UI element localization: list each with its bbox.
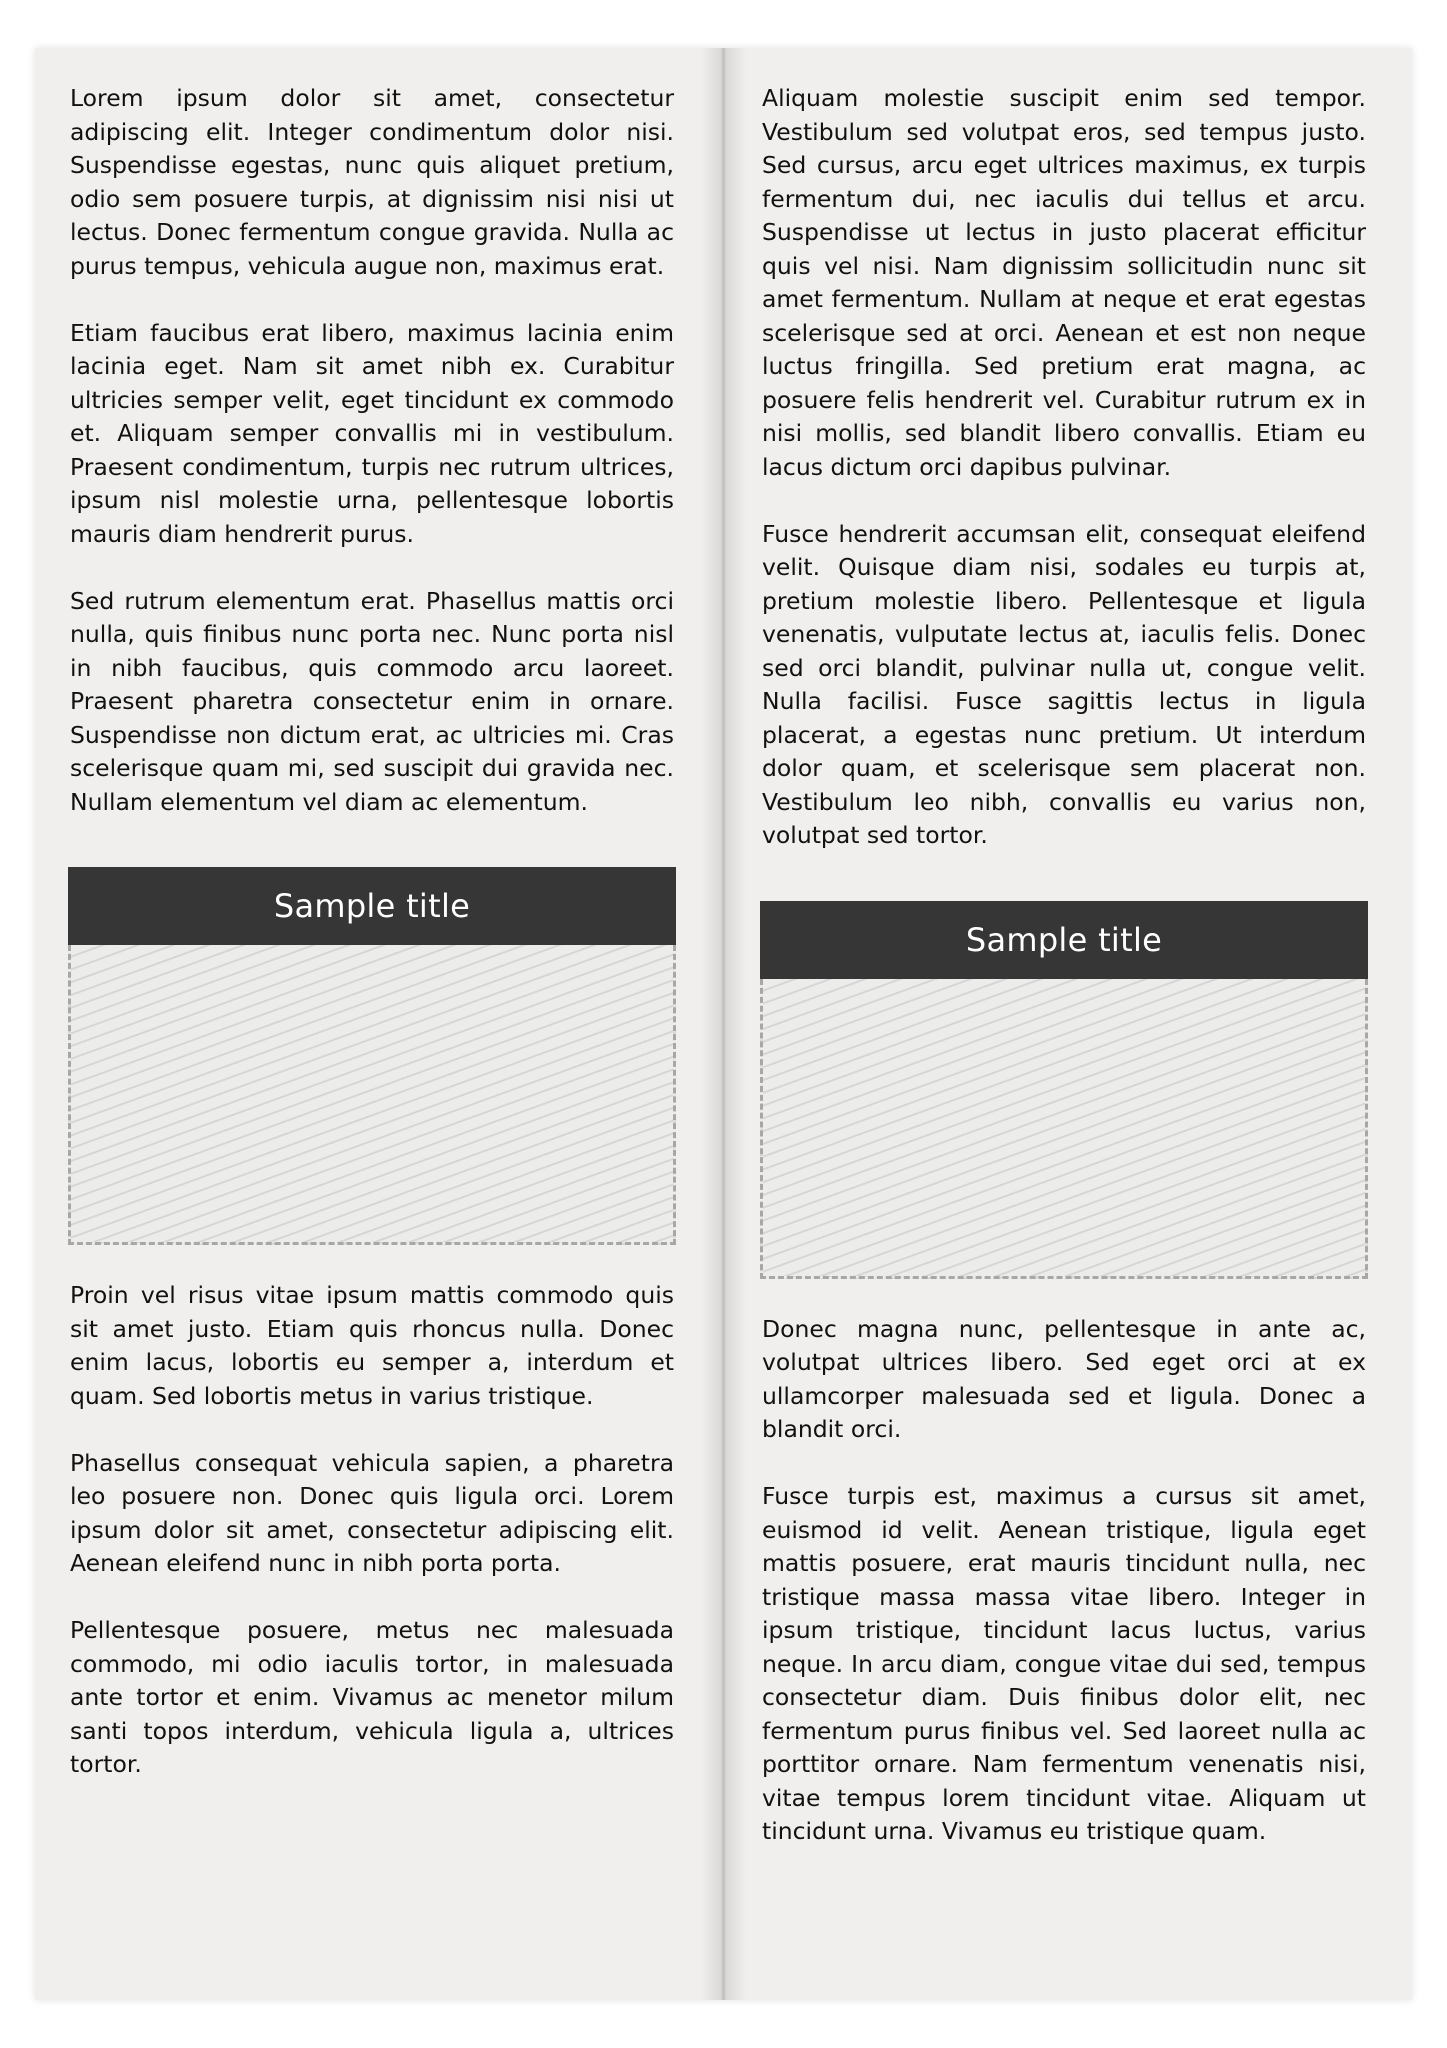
right-page-column xyxy=(762,82,1366,1849)
paragraph: Fusce hendrerit accumsan elit, consequat eleifend velit. Quisque diam nisi, sodales eu turpis at, pretium molestie libero. Pellentesque et ligula venenatis, vulputate lectus at, iaculis felis. Donec sed orci blandit, pulvinar nulla ut, congue velit. Nulla facilisi. Fusce sagittis lectus in ligula placerat, a egestas nunc pretium. Ut interdum dolor quam, et scelerisque sem placerat non. Vestibulum leo nibh, convallis eu varius non, volutpat sed tortor. xyxy=(762,519,1366,849)
left-page-column xyxy=(70,82,674,1782)
image-figure xyxy=(760,901,1368,1279)
figure-title-bar: Sample title xyxy=(68,867,676,945)
paragraph: Phasellus consequat vehicula sapien, a pharetra leo posuere non. Donec quis ligula orci. Lorem ipsum dolor sit amet, consectetur adipiscing elit. Aenean eleifend nunc in nibh porta porta. xyxy=(70,1448,674,1577)
right-page xyxy=(724,48,1412,2000)
paragraph: Etiam faucibus erat libero, maximus lacinia enim lacinia eget. Nam sit amet nibh ex. Curabitur ultricies semper velit, eget tincidunt ex commodo et. Aliquam semper convallis mi in vestibulum. Praesent condimentum, turpis nec rutrum ultrices, ipsum nisl molestie urna, pellentesque lobortis mauris diam hendrerit purus. xyxy=(70,318,674,548)
paragraph: Sed rutrum elementum erat. Phasellus mattis orci nulla, quis finibus nunc porta nec. Nunc porta nisl in nibh faucibus, quis commodo arcu laoreet. Praesent pharetra consectetur enim in ornare. Suspendisse non dictum erat, ac ultricies mi. Cras scelerisque quam mi, sed suscipit dui gravida nec. Nullam elementum vel diam ac elementum. xyxy=(70,586,674,816)
book-spine xyxy=(721,48,726,2000)
paragraph: Proin vel risus vitae ipsum mattis commodo quis sit amet justo. Etiam quis rhoncus nulla. Donec enim lacus, lobortis eu semper a, interdum et quam. Sed lobortis metus in varius tristique. xyxy=(70,1281,674,1410)
image-figure xyxy=(68,867,676,1245)
paragraph: Aliquam molestie suscipit enim sed tempor. Vestibulum sed volutpat eros, sed tempus justo. Sed cursus, arcu eget ultrices maximus, ex turpis fermentum dui, nec iaculis dui tellus et arcu. Suspendisse ut lectus in justo placerat efficitur quis vel nisi. Nam dignissim sollicitudin nunc sit amet fermentum. Nullam at neque et erat egestas scelerisque sed at orci. Aenean et est non neque luctus fringilla. Sed pretium erat magna, ac posuere felis hendrerit vel. Curabitur rutrum ex in nisi mollis, sed blandit libero convallis. Etiam eu lacus dictum orci dapibus pulvinar. xyxy=(762,84,1366,481)
image-placeholder xyxy=(760,979,1368,1279)
paragraph: Pellentesque posuere, metus nec malesuada commodo, mi odio iaculis tortor, in malesuada ante tortor et enim. Vivamus ac menetor milum santi topos interdum, vehicula ligula a, ultrices tortor. xyxy=(70,1616,674,1778)
image-placeholder xyxy=(68,945,676,1245)
open-booklet xyxy=(35,48,1412,2000)
paragraph: Lorem ipsum dolor sit amet, consectetur adipiscing elit. Integer condimentum dolor nisi. Suspendisse egestas, nunc quis aliquet pretium, odio sem posuere turpis, at dignissim nisi nisi ut lectus. Donec fermentum congue gravida. Nulla ac purus tempus, vehicula augue non, maximus erat. xyxy=(70,84,674,280)
left-page xyxy=(35,48,723,2000)
paragraph: Fusce turpis est, maximus a cursus sit amet, euismod id velit. Aenean tristique, ligula eget mattis posuere, erat mauris tincidunt nulla, nec tristique massa massa vitae libero. Integer in ipsum tristique, tincidunt lacus luctus, varius neque. In arcu diam, congue vitae dui sed, tempus consectetur diam. Duis finibus dolor elit, nec fermentum purus finibus vel. Sed laoreet nulla ac porttitor ornare. Nam fermentum venenatis nisi, vitae tempus lorem tincidunt vitae. Aliquam ut tincidunt urna. Vivamus eu tristique quam. xyxy=(762,1482,1366,1845)
paragraph: Donec magna nunc, pellentesque in ante ac, volutpat ultrices libero. Sed eget orci at ex ullamcorper malesuada sed et ligula. Donec a blandit orci. xyxy=(762,1314,1366,1443)
figure-title-bar: Sample title xyxy=(760,901,1368,979)
